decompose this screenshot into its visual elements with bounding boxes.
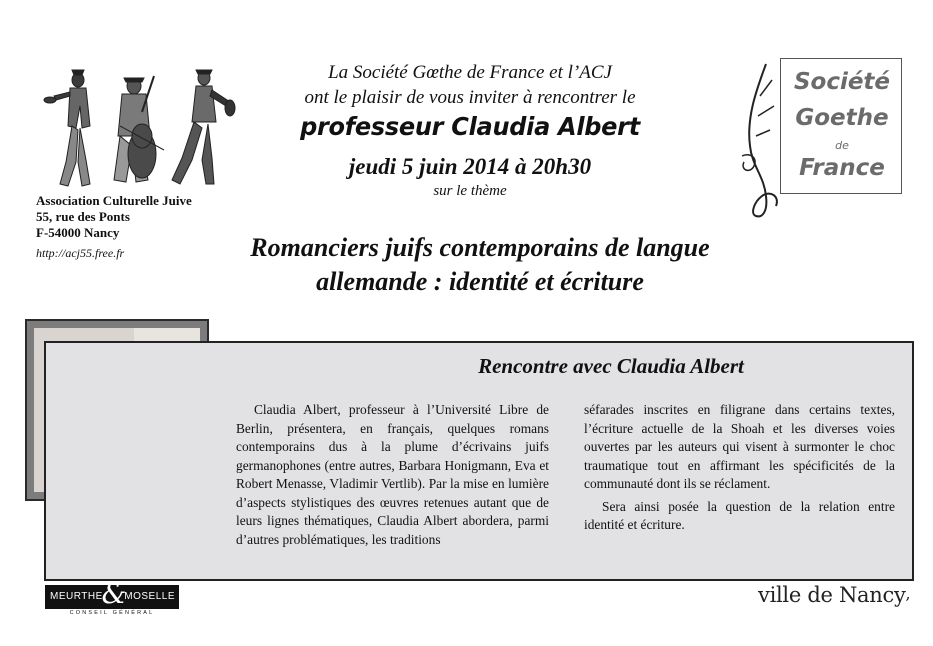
invitation-header: [230, 60, 710, 200]
invitation-line-2: ont le plaisir de vous inviter à rencontrer le: [304, 87, 636, 108]
panel-paragraph-2: séfarades inscrites en filigrane dans certains textes, l’écriture actuelle de la Shoah et les diverses voies ouvertes par les auteurs qui visent à surmonter le choc traumatique tout en affirmant les spécificités de la communauté dont ils se réclament.: [584, 402, 895, 491]
event-topic: [200, 231, 760, 299]
logo-word-goethe: Goethe: [795, 105, 889, 131]
mm-left-word: MEURTHE: [50, 591, 103, 602]
association-name: Association Culturelle Juive: [36, 193, 192, 208]
mm-ampersand: &: [101, 577, 127, 610]
nancy-logo-text: ville de Nancy: [758, 583, 906, 607]
panel-column-1: [236, 401, 549, 549]
event-date: jeudi 5 juin 2014 à 20h30: [348, 154, 592, 179]
logo-word-de: de: [835, 139, 849, 152]
topic-line-2: allemande : identité et écriture: [316, 267, 644, 296]
panel-paragraph-3: Sera ainsi posée la question de la relation entre identité et écriture.: [584, 498, 895, 532]
goethe-logo-box: [780, 58, 902, 194]
logo-word-france: France: [799, 155, 885, 181]
ville-de-nancy-logo: [758, 583, 918, 607]
guest-name: professeur Claudia Albert: [300, 112, 640, 141]
mm-subtitle: CONSEIL GÉNÉRAL: [69, 610, 155, 616]
association-street: 55, rue des Ponts: [36, 209, 130, 224]
societe-goethe-logo: [736, 56, 906, 222]
meeting-info-panel: [44, 341, 914, 581]
panel-title: Rencontre avec Claudia Albert: [478, 354, 744, 378]
meurthe-moselle-bar: [45, 577, 179, 610]
panel-paragraph-1: Claudia Albert, professeur à l’Université Libre de Berlin, présentera, en français, quelques romans contemporains dus à la plume d’écrivains juifs germanophones (entre autres, Barbara Honigmann, Eva et Robert Menasse, Vladimir Vertlib). Par la mise en lumière d’aspects stylistiques des œuvres retenues autant que de leurs lignes thématiques, Claudia Albert abordera, parmi d’autres problématiques, les traditions: [236, 402, 549, 547]
invitation-line-1: La Société Gœthe de France et l’ACJ: [328, 62, 612, 83]
panel-column-2: [584, 401, 895, 535]
nancy-logo-mark-icon: ,: [905, 584, 911, 603]
association-city: F-54000 Nancy: [36, 225, 120, 240]
logo-word-societe: Société: [793, 69, 891, 95]
musicians-illustration: [36, 66, 240, 192]
association-url-link[interactable]: http://acj55.free.fr: [36, 246, 125, 260]
mm-right-word: MOSELLE: [124, 591, 175, 602]
topic-line-1: Romanciers juifs contemporains de langue: [250, 233, 710, 262]
meurthe-moselle-logo: [45, 577, 179, 617]
theme-lead: sur le thème: [433, 183, 507, 199]
